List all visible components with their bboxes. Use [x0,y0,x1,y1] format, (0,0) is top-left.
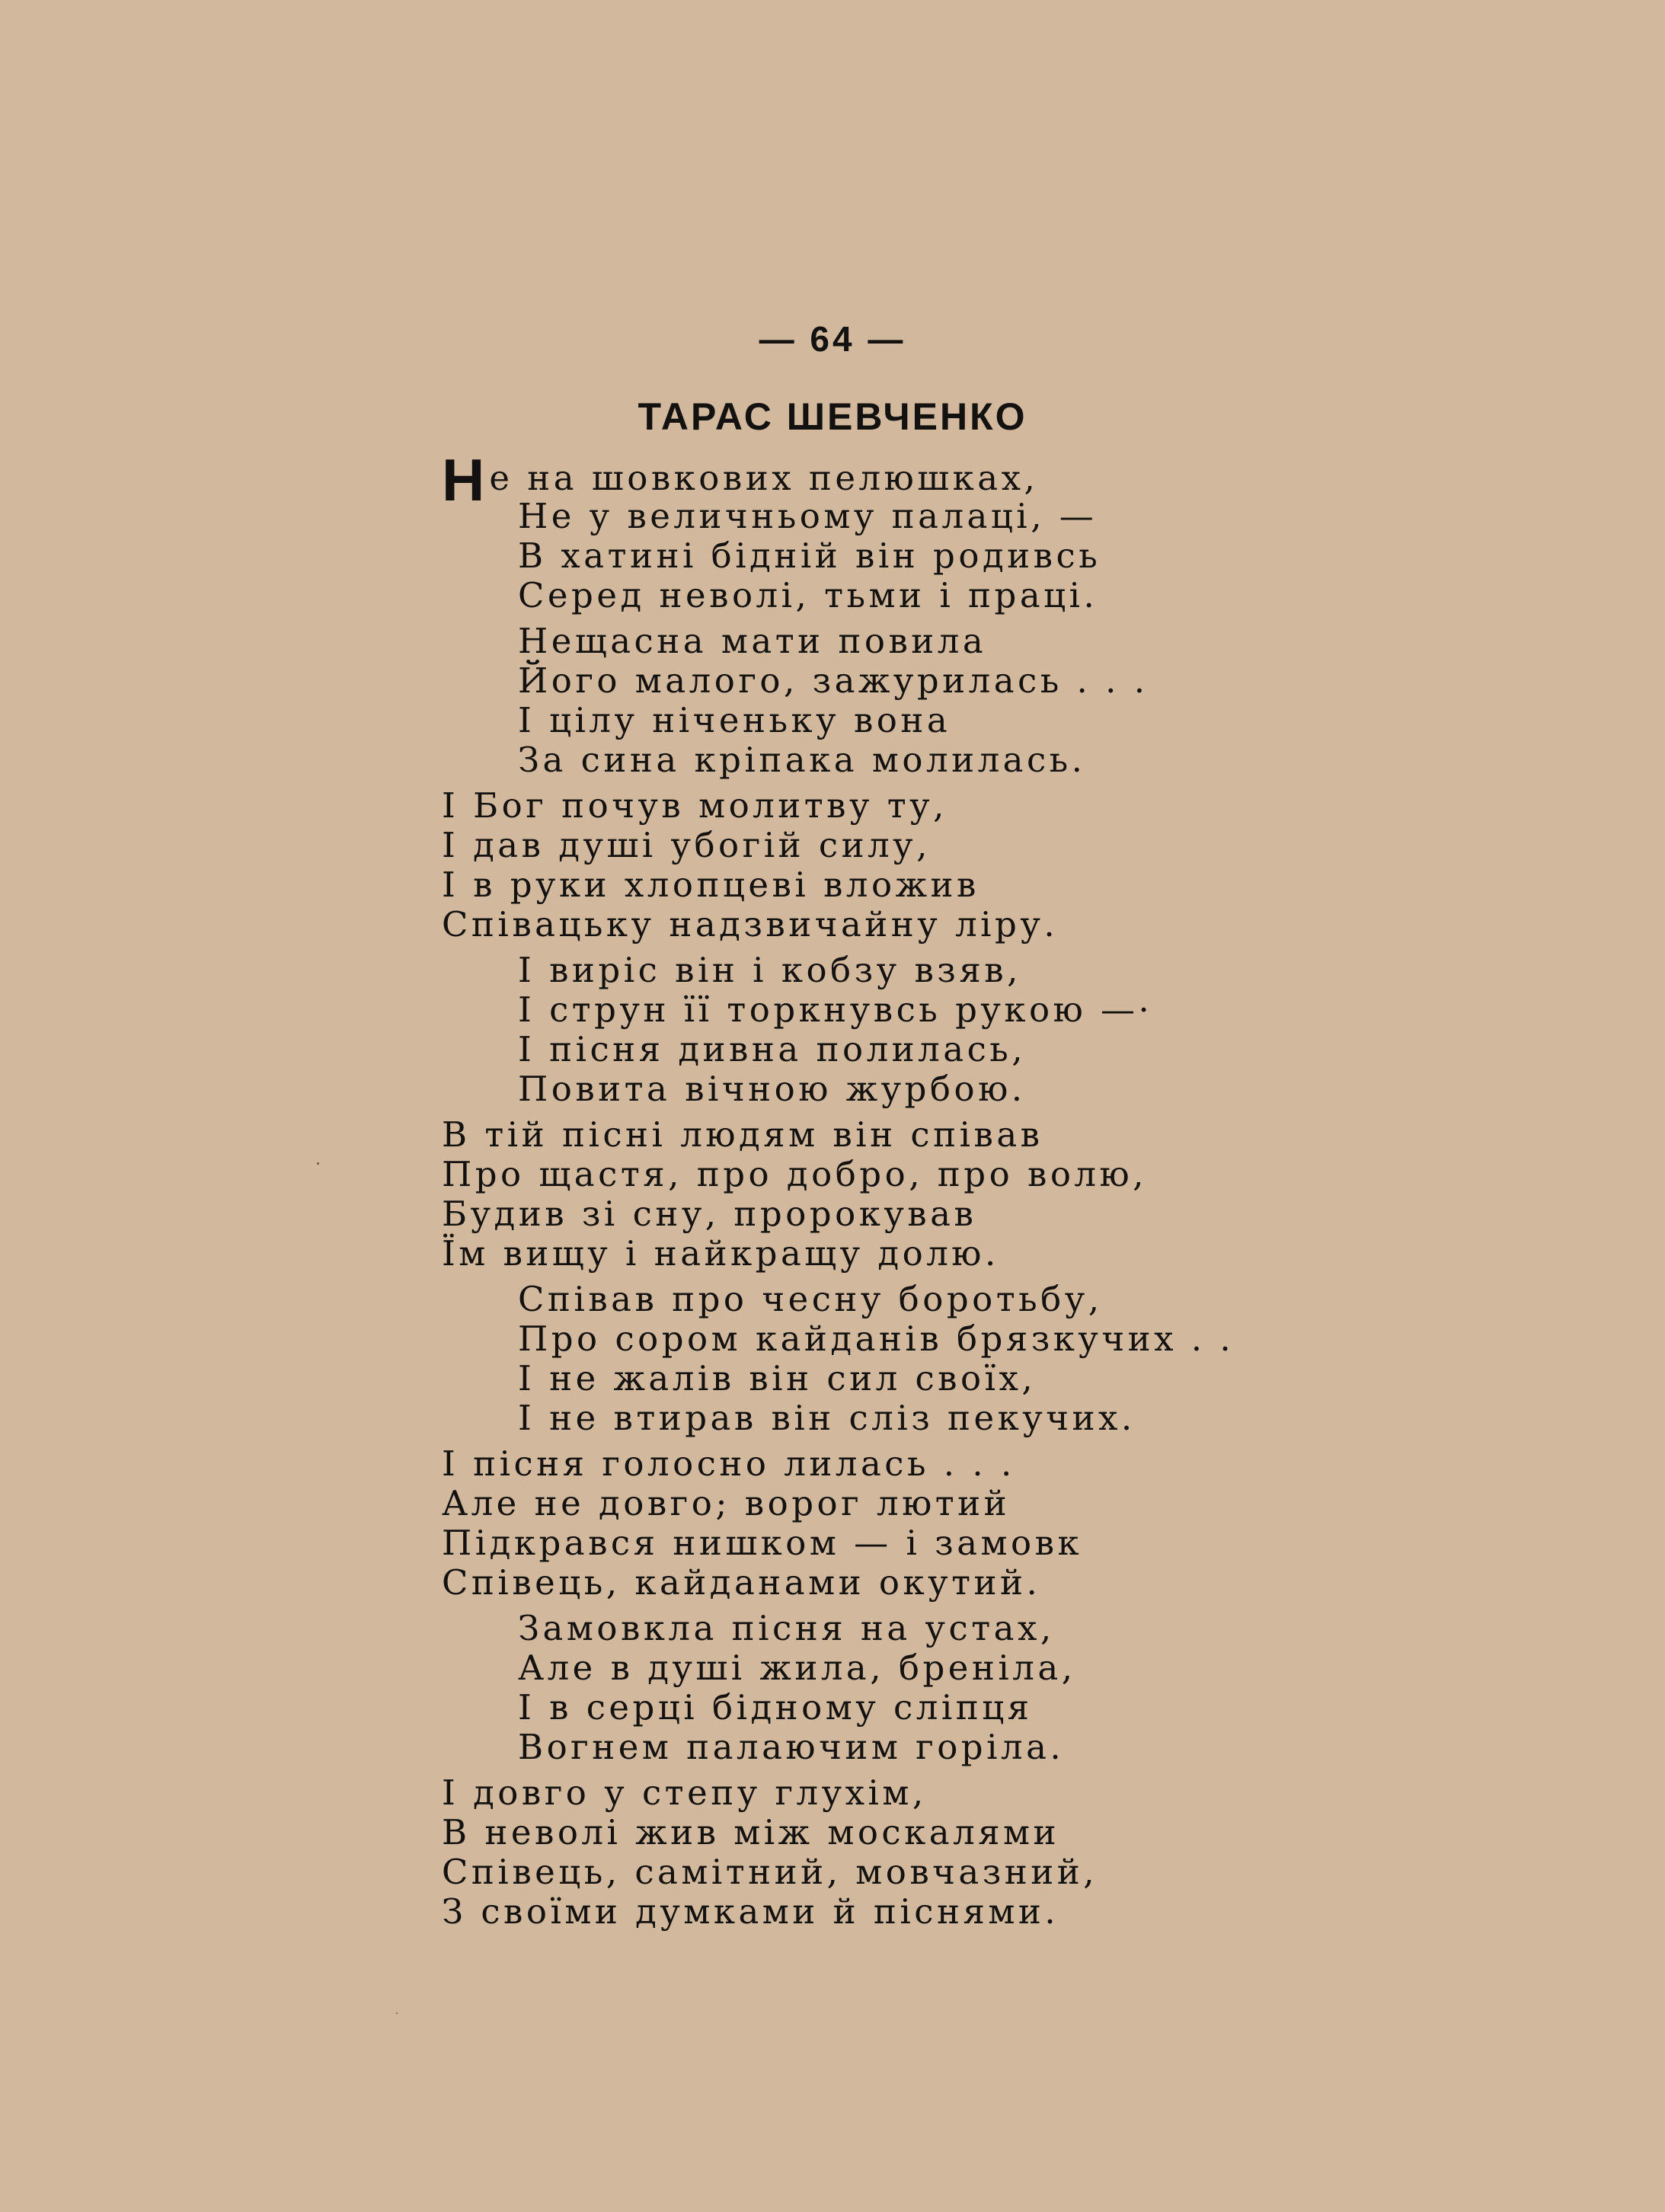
poem-line [518,951,1356,990]
poem-line [442,497,1356,536]
poem-line-text: Співав про чесну боротьбу, [518,1279,1103,1319]
poem-line [518,1688,1356,1728]
poem-line [518,1069,1356,1109]
poem-line-text: Замовкла пісня на устах, [518,1608,1055,1648]
poem-line-text: І Бог почув молитву ту, [442,785,948,826]
poem-line-text: З своїми думками й піснями. [442,1891,1059,1932]
poem-line-text: Співацьку надзвичайну ліру. [442,904,1059,945]
poem-line-text: Але не довго; ворог лютий [442,1483,1011,1523]
poem-line-text: І в серці бідному сліпця [518,1687,1033,1728]
poem-line [442,786,1356,826]
poem-line [442,1563,1356,1603]
stanza [442,1609,1356,1767]
stanza [442,1444,1356,1603]
poem-line-text: І пісня голосно лилась . . . [442,1443,1015,1484]
poem-line-text: Серед неволі, тьми і праці. [518,575,1098,615]
poem-line [442,536,1356,576]
poem-line-text: Їм вищу і найкращу долю. [442,1233,999,1274]
stanza [442,622,1356,780]
poem-line-text: В хатині бідній він родивсь [518,535,1101,576]
poem-line [518,622,1356,661]
poem-line-text: І довго у степу глухім, [442,1772,927,1813]
poem-line-text: І виріс він і кобзу взяв, [518,950,1021,990]
paper-speck [317,1162,319,1165]
poem-line-text: е на шовкових пелюшках, [489,458,1039,498]
poem-line-text: В тій пісні людям він співав [442,1114,1043,1155]
poem-line-text: І пісня дивна полилась, [518,1029,1027,1069]
page-number: — 64 — [759,319,906,359]
poem-line [518,661,1356,701]
poem-line [518,740,1356,780]
poem-line-text: В неволі жив між москалями [442,1812,1060,1852]
poem-line [518,701,1356,740]
poem-line [442,1523,1356,1563]
poem-line-text: Співець, кайданами окутий. [442,1562,1041,1603]
poem-line [442,446,1356,513]
poem-line [442,826,1356,865]
poem-line-text: Повита вічною журбою. [518,1069,1026,1109]
poem-line [518,1648,1356,1688]
stanza [442,1773,1356,1932]
drop-cap: Н [442,446,485,513]
poem-line [442,905,1356,945]
poem-line-text: І в руки хлопцеві вложив [442,865,980,905]
poem-line [518,1609,1356,1648]
poem-line-text: І цілу ніченьку вона [518,700,951,740]
poem-line [442,1155,1356,1194]
poem-line [442,1852,1356,1892]
poem-line-text: Але в душі жила, бреніла, [518,1648,1076,1688]
poem-line [518,990,1356,1030]
poem-line [442,1892,1356,1932]
poem-line [518,1728,1356,1767]
poem-line [518,1319,1356,1359]
poem-line [442,576,1356,615]
poem-line [518,1030,1356,1069]
poem-line [442,1115,1356,1155]
poem-line-text: Вогнем палаючим горіла. [518,1727,1065,1767]
poem-line [442,1444,1356,1484]
poem-line [442,1773,1356,1813]
poem-line-text: Про щастя, про добро, про волю, [442,1154,1147,1194]
poem-line [442,865,1356,905]
poem-body [442,446,1356,1938]
poem-line-text: Не у величньому палаці, — [518,496,1098,536]
poem-line [518,1359,1356,1398]
poem-line-text: Співець, самітний, мовчазний, [442,1852,1098,1892]
poem-line-text: І струн її торкнувсь рукою —· [518,989,1153,1030]
poem-line [518,1398,1356,1438]
stanza [442,951,1356,1109]
stanza [442,446,1356,615]
poem-line [442,1194,1356,1234]
poem-line-text: І не втирав він сліз пекучих. [518,1398,1136,1438]
poem-line [442,1813,1356,1852]
poem-line-text: Про сором кайданів брязкучих . . [518,1319,1235,1359]
poem-line-text: Його малого, зажурилась . . . [518,660,1149,701]
poem-title: ТАРАС ШЕВЧЕНКО [638,395,1027,438]
stanza [442,1115,1356,1274]
poem-line-text: Будив зі сну, пророкував [442,1194,977,1234]
poem-line [442,1234,1356,1274]
poem-line [518,1280,1356,1319]
poem-line-text: Нещасна мати повила [518,621,987,661]
poem-line-text: І не жалів він сил своїх, [518,1358,1037,1398]
poem-line [442,1484,1356,1523]
poem-line-text: За сина кріпака молилась. [518,740,1086,780]
stanza [442,1280,1356,1438]
poem-line-text: Підкрався нишком — і замовк [442,1523,1083,1563]
paper-speck [396,2012,398,2014]
stanza [442,786,1356,945]
poem-line-text: І дав душі убогій силу, [442,825,931,865]
